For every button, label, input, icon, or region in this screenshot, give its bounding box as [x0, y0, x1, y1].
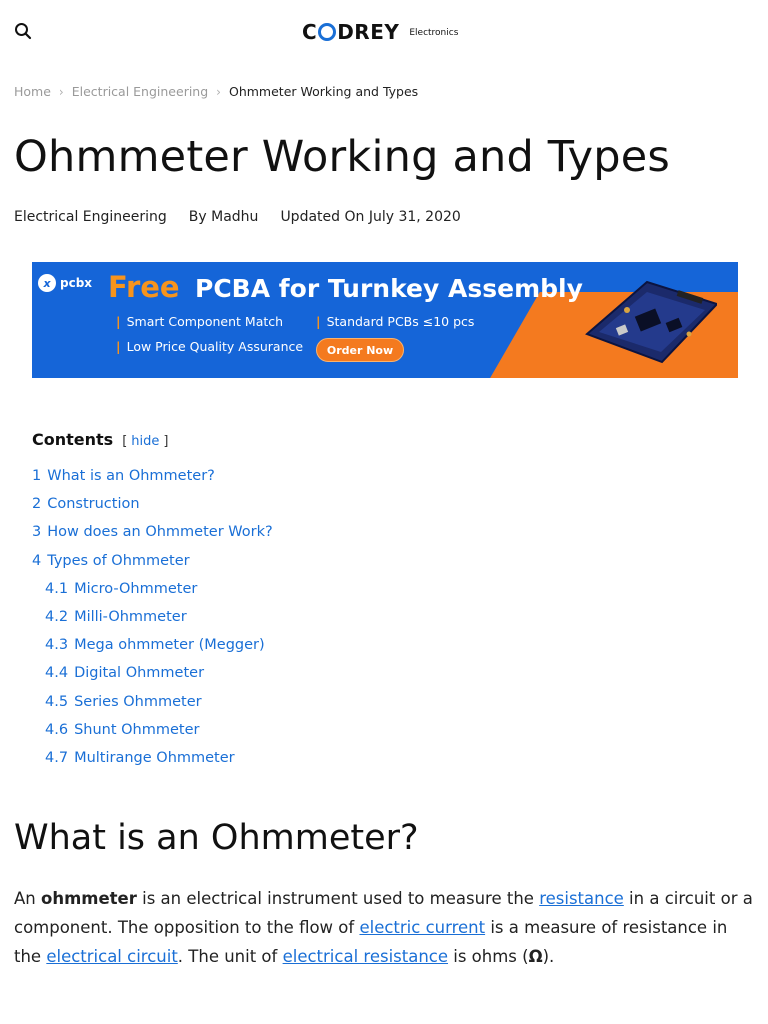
intro-paragraph: An ohmmeter is an electrical instrument used to measure the resistance in a circuit or a component. The opposition to the flow of electric current is a measure of resistance in the electrical circuit. The unit of electrical resistance is ohms (Ω). — [14, 889, 753, 966]
banner-free-label: Free — [108, 270, 180, 304]
toc-subitem[interactable]: 4.4 Digital Ohmmeter — [45, 665, 205, 682]
page-title: Ohmmeter Working and Types — [14, 132, 670, 182]
breadcrumb-category[interactable]: Electrical Engineering — [71, 84, 209, 99]
link-electric-current[interactable]: electric current — [359, 918, 486, 937]
post-meta — [14, 209, 483, 225]
section-heading: What is an Ohmmeter? — [14, 818, 419, 858]
ohm-symbol: Ω — [528, 947, 543, 966]
breadcrumb-home[interactable]: Home — [14, 84, 51, 99]
logo-o-mark-icon — [318, 23, 336, 41]
pcbx-logo: x pcbx — [38, 272, 92, 294]
banner-feature: | Smart Component Match — [116, 314, 284, 329]
chevron-right-icon: › — [58, 84, 64, 99]
toc-subitem[interactable]: 4.1 Micro-Ohmmeter — [45, 580, 198, 597]
breadcrumb-current: Ohmmeter Working and Types — [228, 84, 419, 99]
search-icon[interactable] — [14, 22, 32, 40]
link-resistance[interactable]: resistance — [539, 889, 624, 908]
post-author[interactable]: By Madhu — [188, 209, 259, 225]
pcbx-ad-banner[interactable] — [32, 262, 738, 378]
link-electrical-resistance[interactable]: electrical resistance — [282, 947, 449, 966]
toc-subitem[interactable]: 4.5 Series Ohmmeter — [45, 693, 202, 710]
post-category[interactable]: Electrical Engineering — [14, 209, 167, 225]
toc-item[interactable]: 2 Construction — [32, 496, 140, 513]
chevron-right-icon: › — [216, 84, 221, 99]
toc-hide-link[interactable]: hide — [131, 434, 160, 449]
toc-item[interactable]: 3 How does an Ohmmeter Work? — [32, 524, 273, 541]
post-updated-date: Updated On July 31, 2020 — [280, 209, 461, 225]
toc-title: Contents — [32, 430, 114, 449]
toc-list — [32, 462, 732, 772]
breadcrumb — [14, 84, 418, 99]
toc-subitem[interactable]: 4.7 Multirange Ohmmeter — [45, 749, 235, 766]
table-of-contents — [32, 430, 732, 772]
toc-header — [32, 430, 732, 449]
banner-headline: PCBA for Turnkey Assembly — [195, 274, 583, 303]
order-now-button[interactable]: Order Now — [316, 338, 404, 362]
site-header — [0, 0, 768, 62]
toc-subitem[interactable]: 4.6 Shunt Ohmmeter — [45, 721, 200, 738]
toc-toggle: [ hide ] — [122, 434, 169, 449]
toc-item[interactable]: 1 What is an Ohmmeter? — [32, 468, 215, 484]
bold-term: ohmmeter — [41, 889, 137, 908]
site-logo[interactable] — [302, 20, 458, 44]
logo-tagline: Electronics — [409, 28, 459, 38]
logo-wordmark: C DREY — [302, 20, 400, 44]
toc-subitem[interactable]: 4.2 Milli-Ohmmeter — [45, 608, 187, 625]
link-electrical-circuit[interactable]: electrical circuit — [46, 947, 178, 966]
banner-feature: | Standard PCBs ≤10 pcs — [316, 314, 475, 329]
toc-item[interactable]: 4 Types of Ohmmeter — [32, 552, 190, 569]
pcb-board-image — [577, 274, 717, 364]
pcbx-x-icon: x — [38, 274, 56, 292]
banner-feature: | Low Price Quality Assurance — [116, 339, 304, 354]
toc-subitem[interactable]: 4.3 Mega ohmmeter (Megger) — [45, 637, 265, 654]
